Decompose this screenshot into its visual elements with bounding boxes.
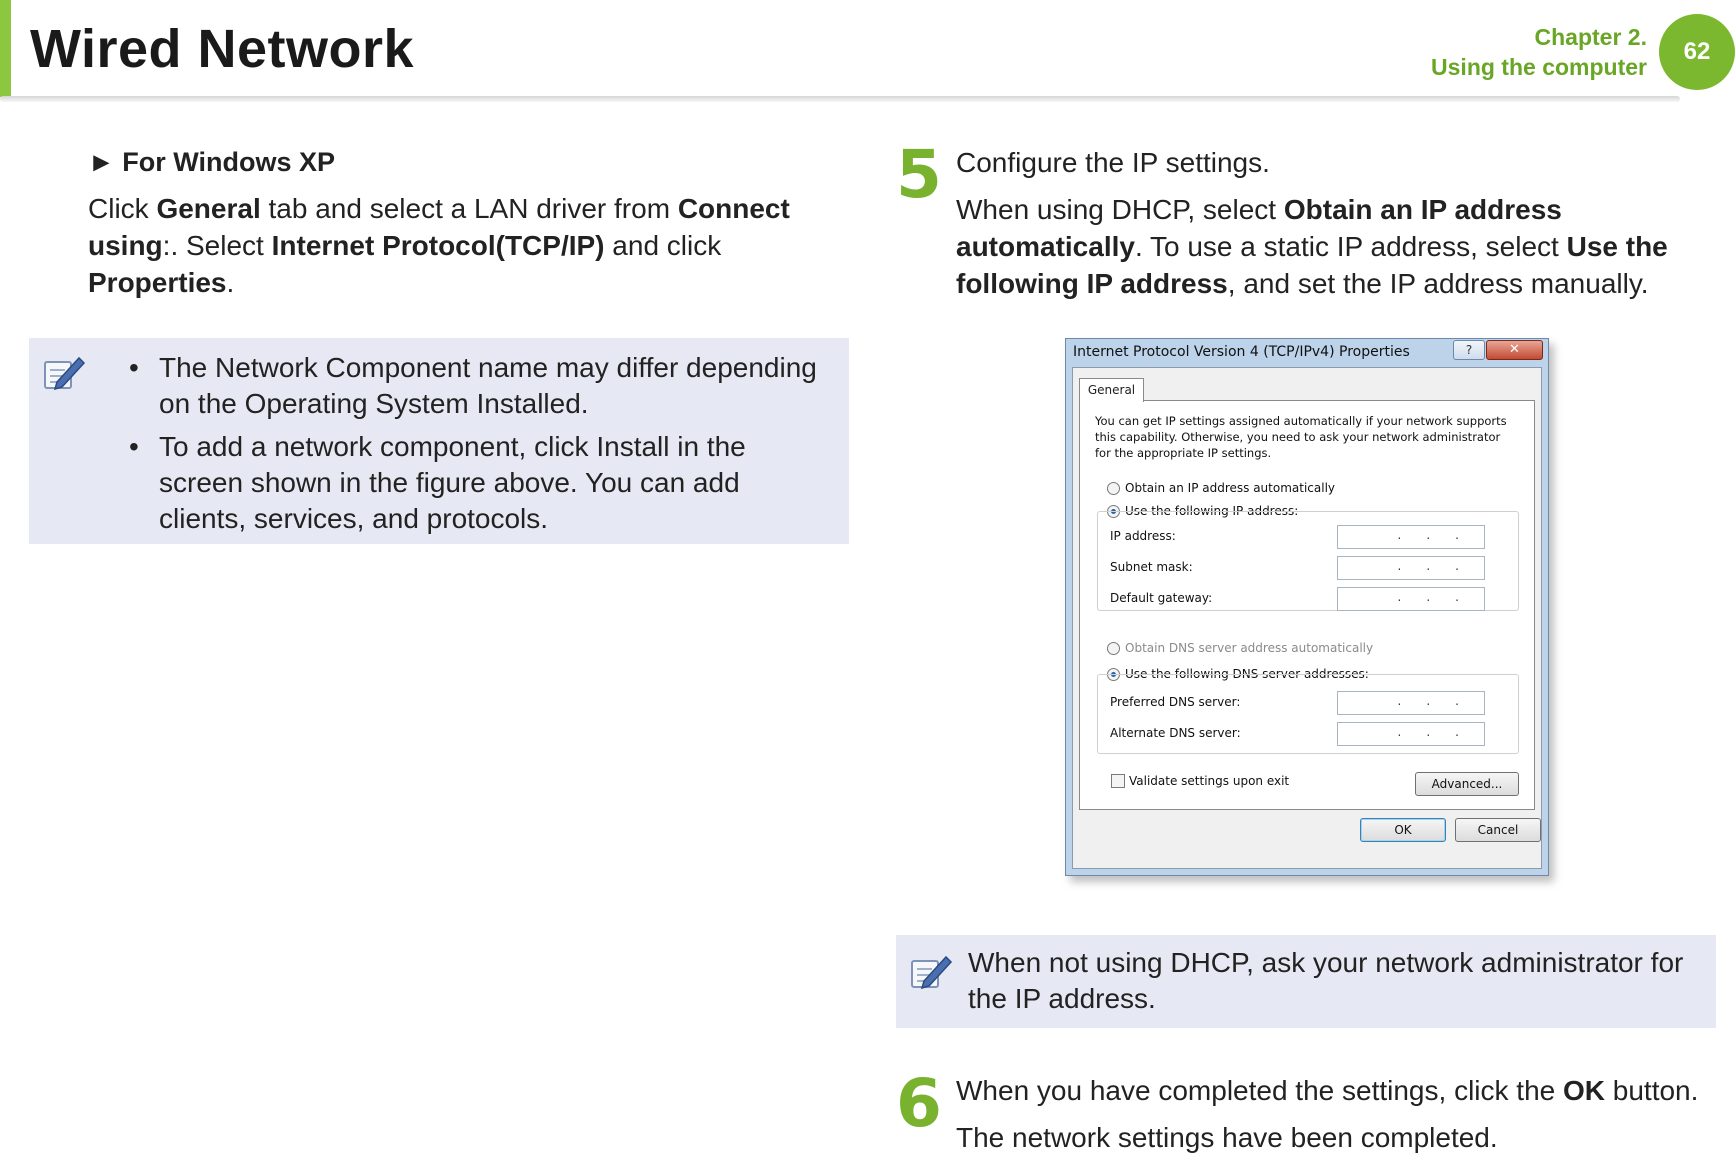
- list-item: • To add a network component, click Install in the screen shown in the figure above. You can add clients, services, and protocols.: [129, 431, 746, 534]
- note-list: [129, 350, 829, 544]
- tab-general[interactable]: General: [1079, 378, 1144, 402]
- note-box: [29, 338, 849, 544]
- step-5-body: [956, 144, 1706, 302]
- page-number-badge: 62: [1659, 14, 1735, 90]
- advanced-button[interactable]: Advanced...: [1415, 772, 1519, 796]
- cancel-button[interactable]: Cancel: [1455, 818, 1541, 842]
- step-5-paragraph: When using DHCP, select Obtain an IP address automatically. To use a static IP address, select Use the following IP address, and set the IP address manually.: [956, 194, 1668, 299]
- alternate-dns-input[interactable]: ...: [1337, 722, 1485, 746]
- chapter-subtitle: Using the computer: [1431, 54, 1647, 80]
- header-accent-bar: [0, 0, 11, 97]
- general-panel: [1079, 400, 1535, 810]
- use-following-dns-radio[interactable]: Use the following DNS server addresses:: [1107, 667, 1369, 681]
- validate-settings-checkbox[interactable]: Validate settings upon exit: [1111, 774, 1289, 788]
- default-gateway-input[interactable]: ...: [1337, 587, 1485, 611]
- header-divider: [0, 96, 1680, 102]
- close-icon[interactable]: ✕: [1486, 340, 1543, 360]
- ip-address-input[interactable]: ...: [1337, 525, 1485, 549]
- alternate-dns-label: Alternate DNS server:: [1110, 726, 1241, 740]
- list-item: • The Network Component name may differ depending on the Operating System Installed.: [129, 352, 817, 419]
- dialog-body: [1072, 367, 1542, 869]
- left-column: [88, 140, 848, 301]
- tcp-ipv4-properties-dialog: [1065, 338, 1549, 876]
- subnet-mask-input[interactable]: ...: [1337, 556, 1485, 580]
- default-gateway-label: Default gateway:: [1110, 591, 1213, 605]
- ip-address-label: IP address:: [1110, 529, 1176, 543]
- ok-button[interactable]: OK: [1360, 818, 1446, 842]
- subnet-mask-label: Subnet mask:: [1110, 560, 1193, 574]
- help-icon[interactable]: ?: [1453, 340, 1485, 360]
- step-6-body: [956, 1072, 1706, 1156]
- step-number-6: 6: [896, 1065, 942, 1142]
- page-title: Wired Network: [30, 19, 415, 79]
- preferred-dns-label: Preferred DNS server:: [1110, 695, 1241, 709]
- note-pen-icon: [908, 951, 954, 995]
- step-6-paragraph: When you have completed the settings, click the OK button.: [956, 1075, 1699, 1106]
- note-pen-icon: [41, 352, 87, 396]
- note-text: When not using DHCP, ask your network administrator for the IP address.: [968, 947, 1684, 1014]
- obtain-dns-auto-radio[interactable]: Obtain DNS server address automatically: [1107, 641, 1373, 655]
- use-following-ip-radio[interactable]: Use the following IP address:: [1107, 504, 1298, 518]
- triangle-marker-icon: ►: [88, 147, 115, 177]
- instruction-paragraph: Click General tab and select a LAN driver from Connect using:. Select Internet Protocol(TCP/IP) and click Properties.: [88, 193, 790, 298]
- obtain-ip-auto-radio[interactable]: Obtain an IP address automatically: [1107, 481, 1335, 495]
- preferred-dns-input[interactable]: ...: [1337, 691, 1485, 715]
- section-subheading: [88, 140, 848, 184]
- dialog-title: Internet Protocol Version 4 (TCP/IPv4) Properties: [1073, 344, 1410, 360]
- subheading-text: For Windows XP: [122, 147, 336, 177]
- chapter-label: [1431, 22, 1647, 82]
- step-6-result: The network settings have been completed.: [956, 1122, 1498, 1153]
- note-box: [896, 935, 1716, 1028]
- chapter-number: Chapter 2.: [1534, 24, 1647, 50]
- step-5-heading: Configure the IP settings.: [956, 147, 1270, 178]
- step-number-5: 5: [896, 136, 942, 213]
- dialog-description: You can get IP settings assigned automatically if your network supports this capability. Otherwise, you need to ask your network administrator for the appropriate IP settings.: [1095, 414, 1507, 460]
